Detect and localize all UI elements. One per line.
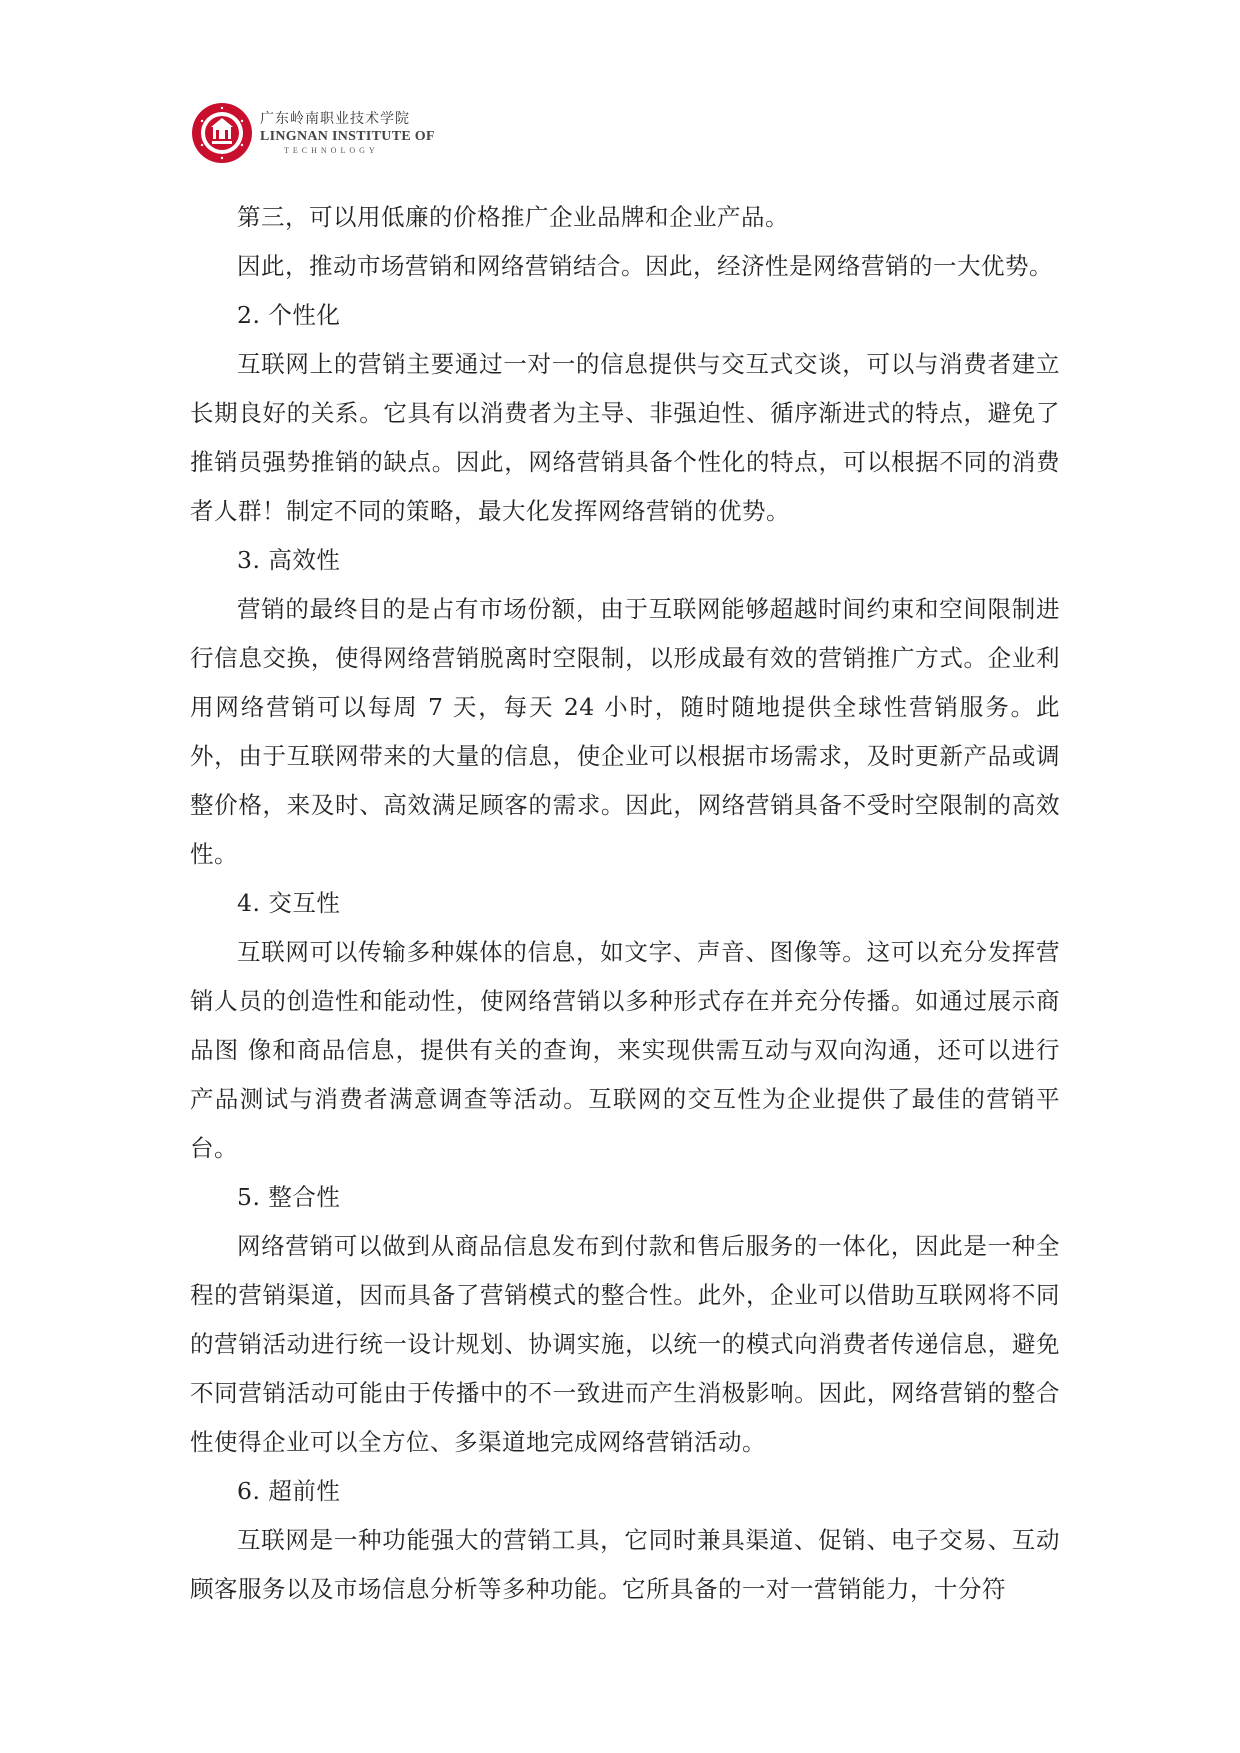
paragraph: 第三，可以用低廉的价格推广企业品牌和企业产品。 xyxy=(237,203,789,231)
paragraph: 互联网上的营销主要通过一对一的信息提供与交互式交谈，可以与消费者建立长期良好的关系。它具有以消费者为主导、非强迫性、循序渐进式的特点，避免了推销员强势推销的缺点。因此，网络营销具备个性化的特点，可以根据不同的消费者人群！制定不同的策略，最大化发挥网络营销的优势。 xyxy=(190,350,1060,525)
org-name-cn: 广东岭南职业技术学院 xyxy=(260,110,410,127)
section-heading: 5. 整合性 xyxy=(237,1183,341,1211)
paragraph: 互联网是一种功能强大的营销工具，它同时兼具渠道、促销、电子交易、互动顾客服务以及市场信息分析等多种功能。它所具备的一对一营销能力，十分符 xyxy=(190,1526,1060,1603)
section-heading: 6. 超前性 xyxy=(237,1477,341,1505)
paragraph: 因此，推动市场营销和网络营销结合。因此，经济性是网络营销的一大优势。 xyxy=(237,252,1053,280)
institute-seal-icon xyxy=(190,101,254,165)
section-heading: 3. 高效性 xyxy=(237,546,341,574)
page-header xyxy=(190,100,435,166)
org-name-en-sub: TECHNOLOGY xyxy=(284,145,379,155)
org-name-en: LINGNAN INSTITUTE OF xyxy=(260,128,435,144)
paragraph: 互联网可以传输多种媒体的信息，如文字、声音、图像等。这可以充分发挥营销人员的创造性和能动性，使网络营销以多种形式存在并充分传播。如通过展示商品图 像和商品信息，提供有关的查询，来实现供需互动与双向沟通，还可以进行产品测试与消费者满意调查等活动。互联网的交互性为企业提供了最佳的营销平台。 xyxy=(190,938,1060,1162)
document-body xyxy=(190,193,1060,1614)
header-text xyxy=(260,112,435,155)
paragraph: 营销的最终目的是占有市场份额，由于互联网能够超越时间约束和空间限制进行信息交换，使得网络营销脱离时空限制，以形成最有效的营销推广方式。企业利用网络营销可以每周 7 天，每天 24 小时，随时随地提供全球性营销服务。此外，由于互联网带来的大量的信息，使企业可以根据市场需求，及时更新产品或调整价格，来及时、高效满足顾客的需求。因此，网络营销具备不受时空限制的高效性。 xyxy=(190,595,1060,868)
paragraph: 网络营销可以做到从商品信息发布到付款和售后服务的一体化，因此是一种全程的营销渠道，因而具备了营销模式的整合性。此外，企业可以借助互联网将不同的营销活动进行统一设计规划、协调实施，以统一的模式向消费者传递信息，避免不同营销活动可能由于传播中的不一致进而产生消极影响。因此，网络营销的整合性使得企业可以全方位、多渠道地完成网络营销活动。 xyxy=(190,1232,1060,1456)
section-heading: 2. 个性化 xyxy=(237,301,341,329)
section-heading: 4. 交互性 xyxy=(237,889,341,917)
